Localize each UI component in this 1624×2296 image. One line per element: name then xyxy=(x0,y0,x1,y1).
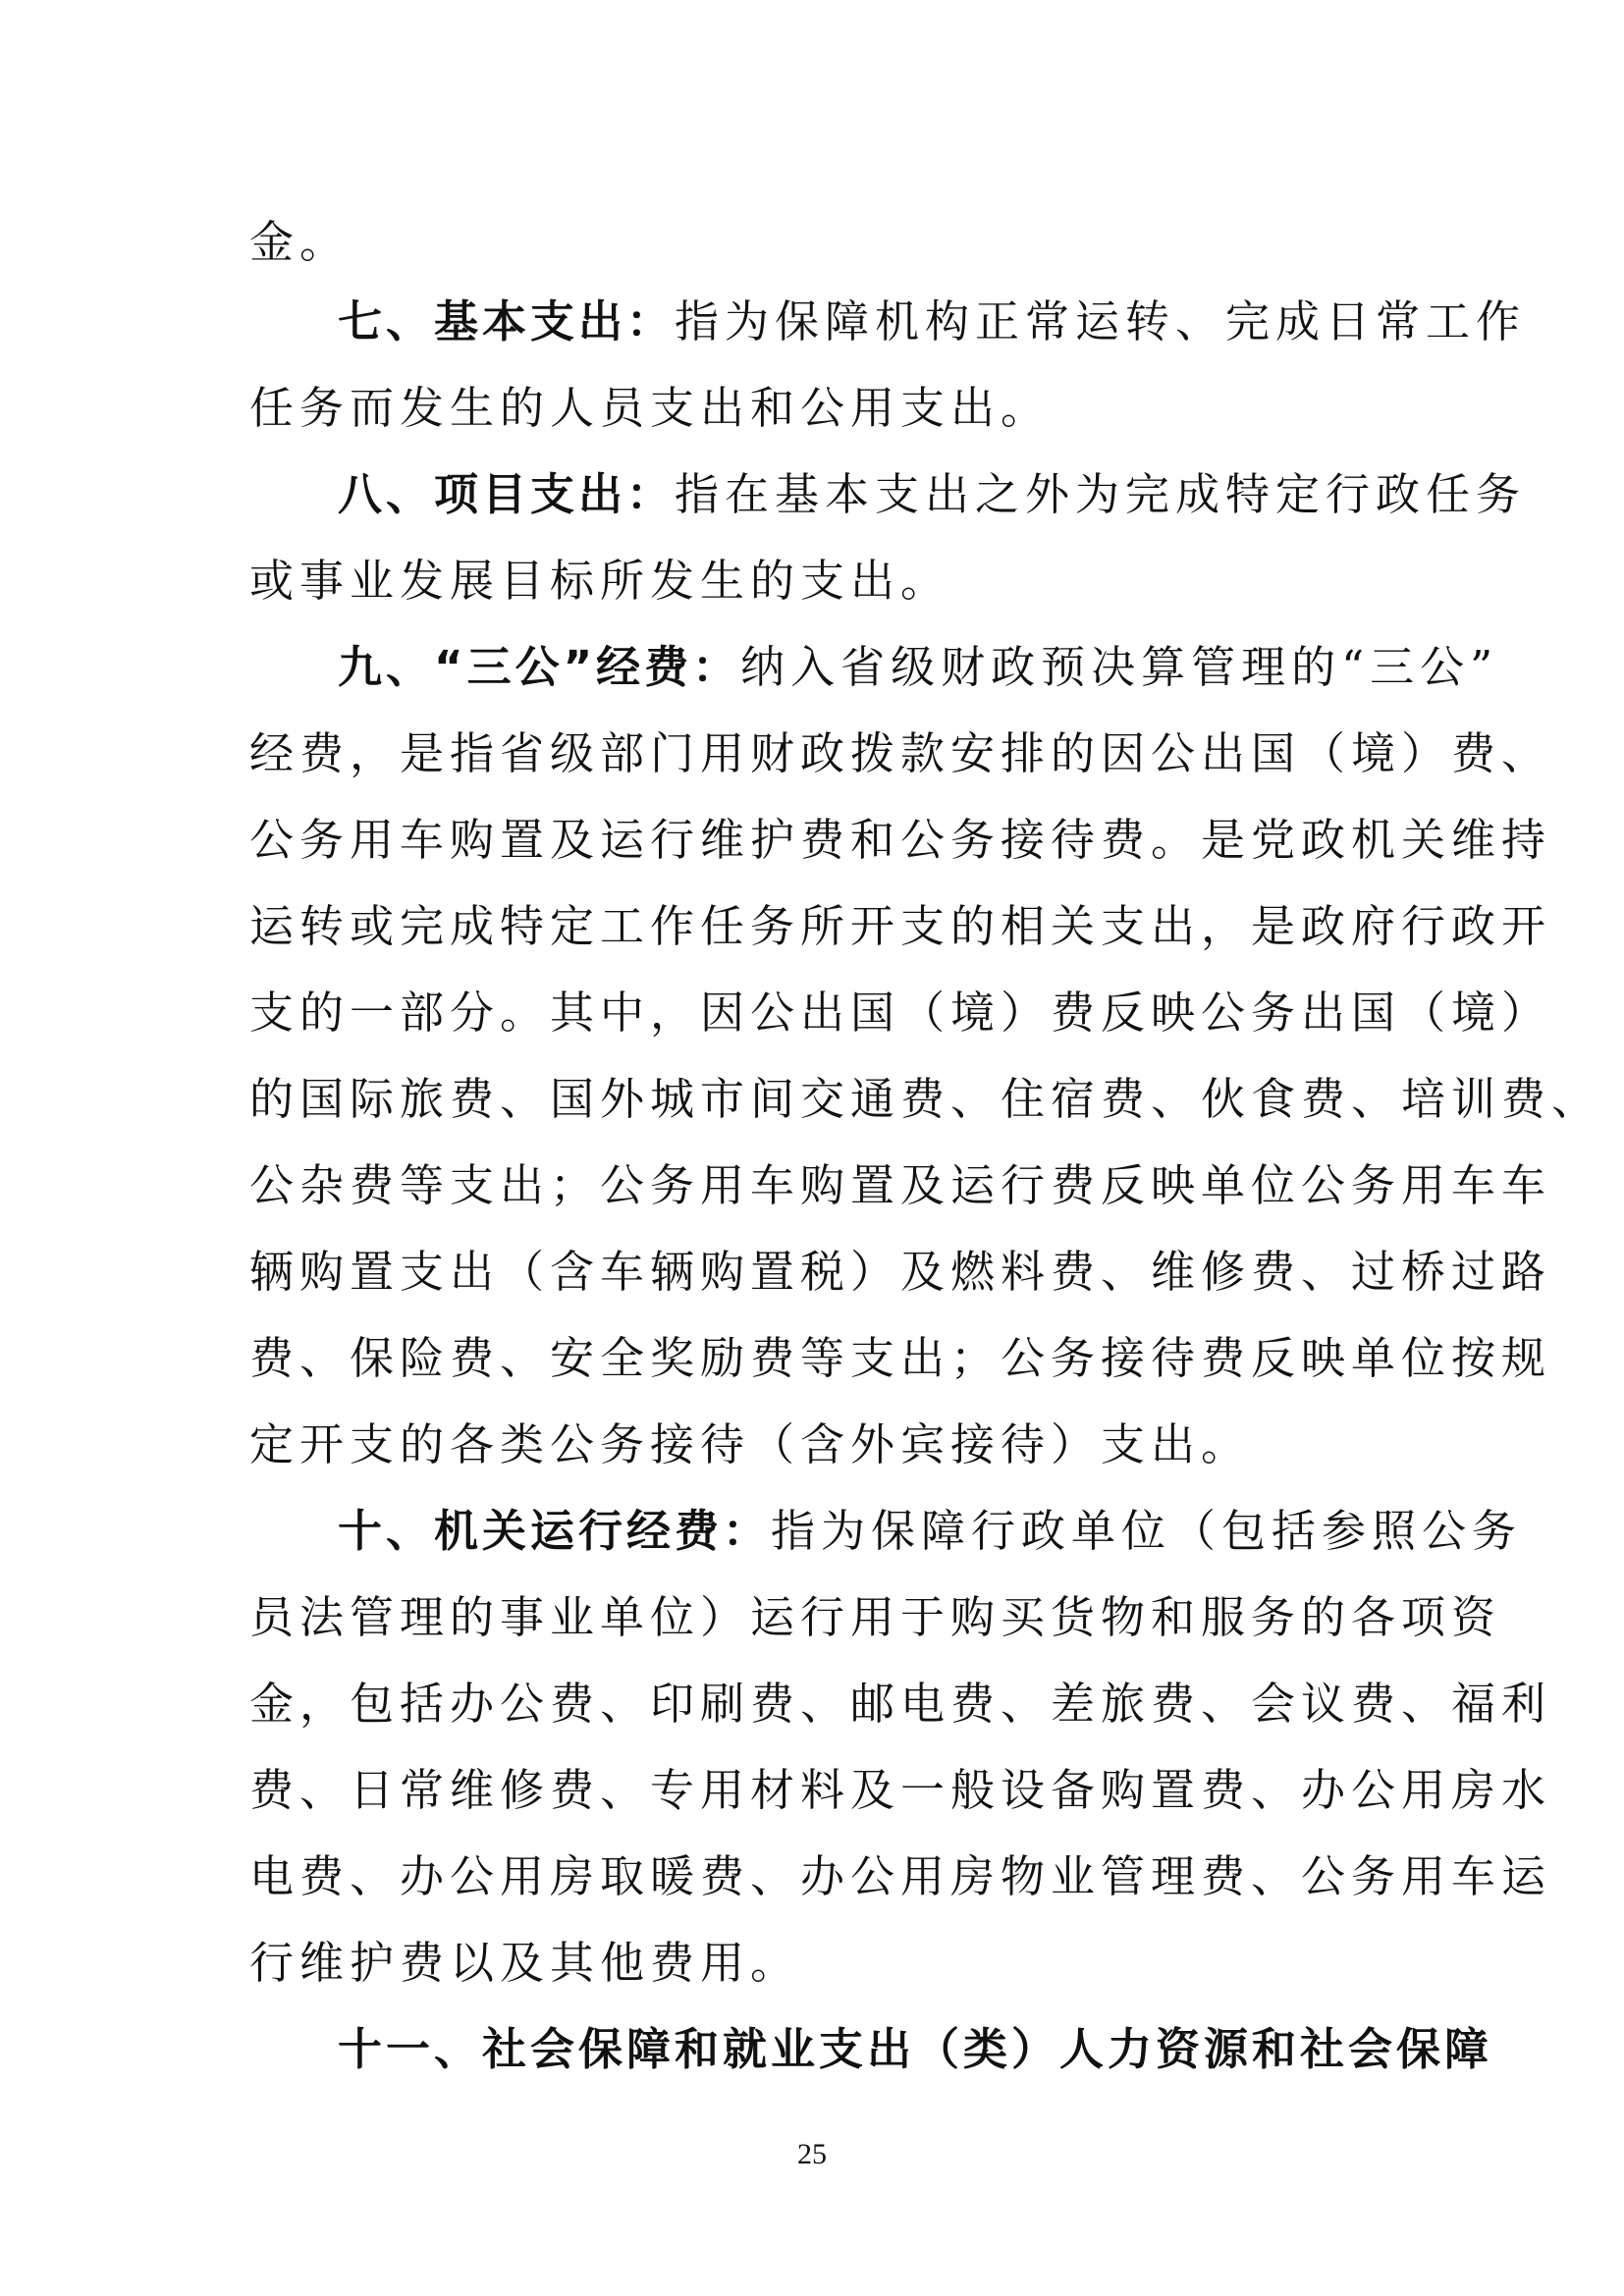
line-text: 经费，是指省级部门用财政拨款安排的因公出国（境）费、 xyxy=(249,727,1552,779)
line-text: 支的一部分。其中，因公出国（境）费反映公务出国（境） xyxy=(249,987,1552,1039)
text-line xyxy=(249,365,1388,452)
text-line xyxy=(249,1834,1552,1920)
line-text: 行维护费以及其他费用。 xyxy=(249,1937,801,1989)
line-text: 公杂费等支出；公务用车购置及运行费反映单位公务用车车 xyxy=(249,1159,1552,1211)
text-line xyxy=(249,1056,1602,1143)
text-line xyxy=(249,883,1552,970)
line-text: 纳入省级财政预决算管理的“三公” xyxy=(740,641,1499,693)
page-number: 25 xyxy=(797,2138,827,2170)
line-text: 定开支的各类公务接待（含外宾接待）支出。 xyxy=(249,1418,1252,1470)
term-heading: 七、基本支出： xyxy=(338,295,676,347)
line-text: 金，包括办公费、印刷费、邮电费、差旅费、会议费、福利 xyxy=(249,1678,1552,1730)
text-line xyxy=(249,206,1388,279)
line-text: 费、保险费、安全奖励费等支出；公务接待费反映单位按规 xyxy=(249,1332,1552,1384)
text-line xyxy=(249,1402,1388,1488)
line-text: 公务用车购置及运行维护费和公务接待费。是党政机关维持 xyxy=(249,814,1552,866)
line-text: 员法管理的事业单位）运行用于购买货物和服务的各项资 xyxy=(249,1591,1502,1643)
line-text: 辆购置支出（含车辆购置税）及燃料费、维修费、过桥过路 xyxy=(249,1246,1552,1298)
text-line xyxy=(249,624,1499,711)
text-line xyxy=(249,1229,1552,1315)
line-text: 或事业发展目标所发生的支出。 xyxy=(249,555,951,607)
text-line xyxy=(249,452,1527,538)
line-text: 电费、办公用房取暖费、办公用房物业管理费、公务用车运 xyxy=(249,1850,1552,1902)
line-text: 金。 xyxy=(249,216,351,268)
text-line xyxy=(249,1143,1552,1229)
term-heading: 九、“三公”经费： xyxy=(338,641,741,693)
document-body xyxy=(249,206,1602,2093)
text-line xyxy=(249,279,1527,365)
text-line xyxy=(249,970,1552,1056)
line-text: 指在基本支出之外为完成特定行政任务 xyxy=(675,468,1527,520)
text-line xyxy=(249,711,1552,797)
text-line xyxy=(249,1920,1388,2006)
line-text: 运转或完成特定工作任务所开支的相关支出，是政府行政开 xyxy=(249,900,1552,952)
line-text: 的国际旅费、国外城市间交通费、住宿费、伙食费、培训费、 xyxy=(249,1073,1602,1125)
text-line xyxy=(249,1575,1502,1661)
text-line xyxy=(249,1315,1552,1402)
text-line xyxy=(249,1747,1552,1834)
line-text: 指为保障行政单位（包括参照公务 xyxy=(771,1505,1523,1557)
line-text: 任务而发生的人员支出和公用支出。 xyxy=(249,382,1052,434)
line-text: 费、日常维修费、专用材料及一般设备购置费、办公用房水 xyxy=(249,1764,1552,1816)
term-heading: 十一、社会保障和就业支出（类）人力资源和社会保障 xyxy=(338,2023,1493,2075)
line-text: 指为保障机构正常运转、完成日常工作 xyxy=(675,295,1527,347)
text-line xyxy=(249,538,1388,624)
text-line xyxy=(249,1488,1523,1575)
text-line xyxy=(249,797,1552,883)
term-heading: 八、项目支出： xyxy=(338,468,676,520)
text-line xyxy=(249,2006,1493,2093)
text-line xyxy=(249,1661,1552,1747)
term-heading: 十、机关运行经费： xyxy=(338,1505,772,1557)
